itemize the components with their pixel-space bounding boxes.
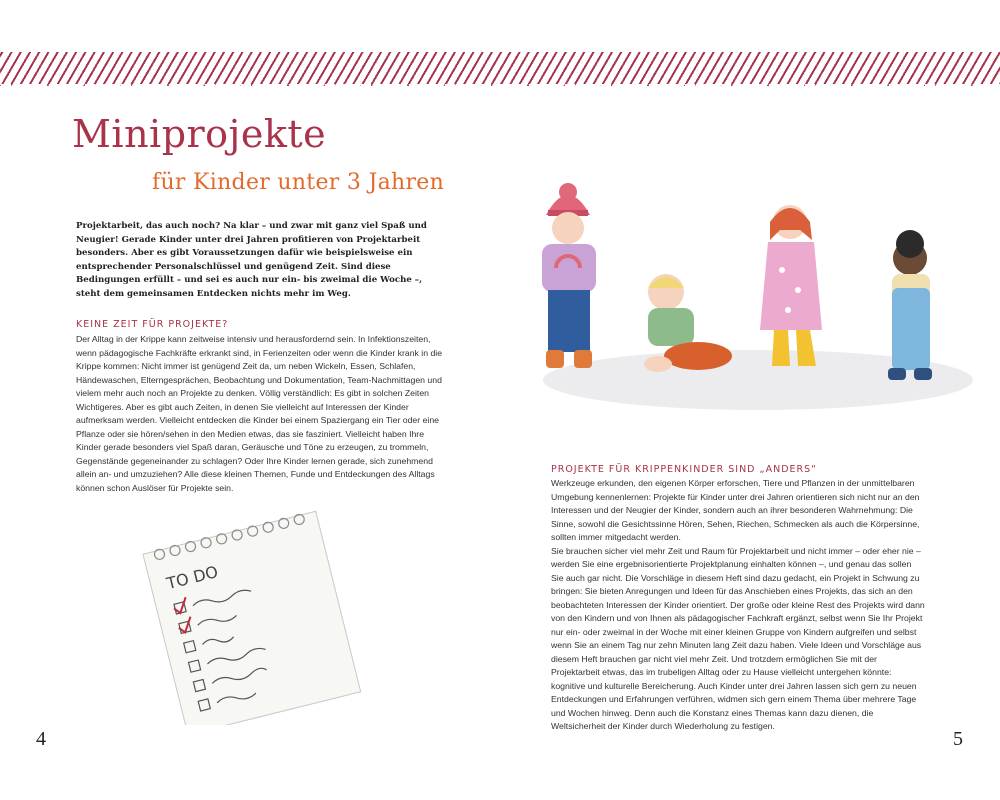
children-illustration bbox=[538, 170, 978, 420]
section-krippenkinder-text-1: Werkzeuge erkunden, den eigenen Körper erforschen, Tiere und Pflanzen in der unmittelbaren Umgebung kennenlernen: Projekte für Kinder unter drei Jahren orientieren sich nicht nur an den Interessen und der Neugier der Kinder, sondern auch an ihrer besonderen Wahrnehmung: Die Sinne, sowohl die Gesichtssinne Hören, Sehen, Riechen, Schmecken als auch die Körpersinne, sollten immer mitgedacht werden. bbox=[551, 478, 920, 542]
todo-note-illustration bbox=[135, 505, 375, 725]
child-sitting bbox=[644, 274, 732, 372]
child-pink-hat bbox=[542, 183, 596, 368]
section-heading-krippenkinder: PROJEKTE FÜR KRIPPENKINDER SIND „ANDERS“ bbox=[551, 464, 818, 475]
intro-paragraph: Projektarbeit, das auch noch? Na klar – und zwar mit ganz viel Spaß und Neugier! Gerade Kinder unter drei Jahren profitieren von Projektarbeit besonders. Aber es gibt Voraussetzungen dafür wie beispielsweise ein entsprechender Personalschlüssel und genügend Zeit. Sind diese Bedingungen erfüllt – und sei es auch nur ein- bis zweimal die Woche –, steht dem gemeinsamen Entdecken nichts mehr im Weg. bbox=[76, 221, 427, 299]
todo-heading: TO DO bbox=[164, 562, 220, 594]
section-krippenkinder-text-2: Sie brauchen sicher viel mehr Zeit und Raum für Projektarbeit und nicht immer – oder eher nie – werden Sie eine ergebnisorientierte Projektplanung einhalten können –, und genau das sollen Sie auch gar nicht. Die Vorschläge in diesem Heft sind dazu gedacht, ein Projekt in Schwung zu bringen: Sie bieten Anregungen und Ideen für das Anschieben eines Projekts, das sich an den beobachteten Interessen der Kinder orientiert. Der große oder kleine Rest des Projekts wird dann von den Kindern und von Ihnen als pädagogischer Fachkraft ergänzt, selbst wenn Sie Ihr Projekt nur ein- oder zweimal in der Woche mit einer kleinen Gruppe von Kindern aufgreifen und selbst wenn Sie an einem Tag nur zehn Minuten lang Zeit dazu haben. Viele Ideen und Vorschläge aus diesem Heft brauchen gar nicht viel mehr Zeit. Und trotzdem ermöglichen Sie mit der Projektarbeit etwas, das im trubeligen Alltag oder zu Hause vielleicht untergehen könnte: kognitive und kulturelle Bereicherung. Auch Kinder unter drei Jahren lassen sich gern zu neuen Entdeckungen und Erfahrungen verführen, widmen sich gern einem Thema über mehrere Tage und Wochen hinweg. Denn auch die Konstanz eines Themas kann dazu dienen, die Weltsicherheit der Kinder durch Wiederholung zu festigen. bbox=[551, 545, 925, 731]
page-number-right: 5 bbox=[953, 728, 963, 750]
section-keine-zeit-text: Der Alltag in der Krippe kann zeitweise intensiv und herausfordernd sein. In Infektionszeiten, wenn pädagogische Fachkräfte erkrankt sind, in Ferienzeiten oder wenn die Kinder krank in die Krippe kommen: Nicht immer ist genügend Zeit da, um neben Wickeln, Essen, Schlafen, Händewaschen, Elterngesprächen, Beobachtung und Dokumentation, Team-Nachmittagen und vielem mehr auch noch an Projekte zu denken. Völlig verständlich: Es gibt in solchen Zeiten Wichtigeres. Aber es gibt auch Zeiten, in denen Sie vielleicht auf Interessen der Kinder aufmerksam werden. Vielleicht entdecken die Kinder bei einem Spaziergang ein Tier oder eine Pflanze oder sie hören/sehen in den Medien etwas, das sie fasziniert. Vielleicht haben Ihre Kinder gerade besonders viel Spaß daran, Geräusche und Töne zu erzeugen, zu trommeln, Gegenstände gegeneinander zu schlagen? Oder Ihre Kinder lernen gerade, sich zunehmend allein an- und umzuziehen? Alle diese kleinen Themen, Funde und Entdeckungen des Alltags können schon Auslöser für Projekte sein. bbox=[76, 334, 443, 493]
page-number-left: 4 bbox=[36, 728, 46, 750]
section-keine-zeit bbox=[76, 333, 448, 495]
decorative-stripe-border bbox=[0, 52, 1000, 86]
child-blue-overalls bbox=[888, 230, 932, 380]
section-heading-keine-zeit: KEINE ZEIT FÜR PROJEKTE? bbox=[76, 319, 229, 330]
child-pink-coat bbox=[760, 205, 822, 366]
page-title: Miniprojekte bbox=[72, 112, 327, 156]
section-krippenkinder bbox=[551, 477, 926, 734]
page-subtitle: für Kinder unter 3 Jahren bbox=[152, 170, 445, 195]
todo-paper bbox=[143, 511, 361, 725]
